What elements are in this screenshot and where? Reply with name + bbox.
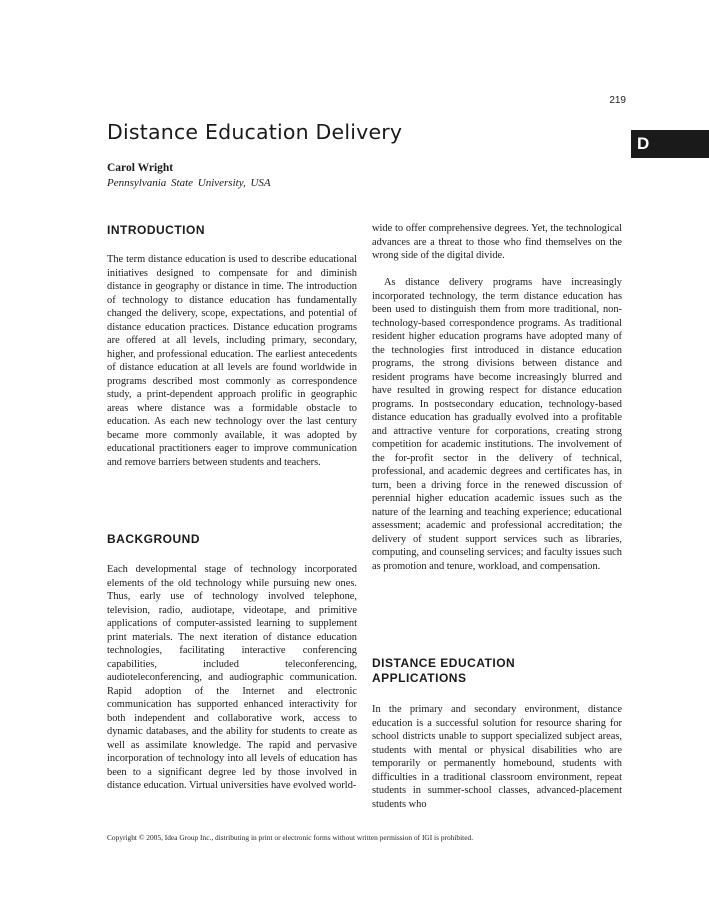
applications-heading [372,656,515,686]
section-letter-tab: D [631,130,709,158]
author-name: Carol Wright [107,162,174,174]
author-affiliation: Pennsylvania State University, USA [107,177,271,189]
background-paragraph-continuation: wide to offer comprehensive degrees. Yet, the technological advances are a threat to those who find themselves on the wrong side of the digital divide. [372,223,622,261]
applications-paragraph: In the primary and secondary environment, distance education is a successful solution for resource sharing for school districts unable to support specialized subject areas, students with mental or physical disabilities who are temporarily or permanently homebound, students with difficulties in a traditional classroom environment, repeat students in summer-school classes, advanced-placement students who [372,704,622,810]
applications-heading-line1: DISTANCE EDUCATION [372,656,516,670]
applications-heading-line2: APPLICATIONS [372,671,467,685]
background-heading: BACKGROUND [107,532,200,546]
introduction-paragraph: The term distance education is used to describe educational initiatives designed to compensate for and diminish distance in geography or distance in time. The introduction of technology to distance education has fundamentally changed the delivery, scope, expectations, and potential of distance education practices. Distance education programs are offered at all levels, including primary, secondary, higher, and professional education. The earliest antecedents of distance education at all levels are found worldwide in programs described most commonly as correspondence study, a print-dependent approach prolific in geographic areas where distance was a formidable obstacle to education. As each new technology over the last century became more commonly available, it was adopted by educational practitioners eager to improve communication and remove barriers between students and teachers. [107,254,357,468]
article-title: Distance Education Delivery [107,120,403,144]
page-number: 219 [609,95,626,106]
background-paragraph-2: As distance delivery programs have increasingly incorporated technology, the term distance education has been used to distinguish them from more traditional, non-technology-based correspondence programs. As traditional resident higher education programs have adopted many of the technologies first introduced in distance education programs, the strong divisions between distance and resident programs have become increasingly blurred and have resulted in growing respect for distance education programs. In postsecondary education, technology-based distance education has gradually evolved into a profitable and attractive venture for corporations, creating strong competition for academic institutions. The involvement of the for-profit sector in the delivery of technical, professional, and academic degrees and certificates has, in turn, been a driving force in the renewed discussion of perennial higher education academic issues such as the nature of the learning and teaching experience; educational assessment; academic and professional accreditation; the delivery of student support services such as libraries, computing, and counseling services; and faculty issues such as promotion and tenure, workload, and compensation. [372,277,622,572]
introduction-heading: INTRODUCTION [107,223,205,237]
copyright-notice: Copyright © 2005, Idea Group Inc., distributing in print or electronic forms without written permission of IGI is prohibited. [107,833,474,842]
background-paragraph: Each developmental stage of technology incorporated elements of the old technology while pursuing new ones. Thus, early use of technology involved telephone, television, radio, audiotape, videotape, and primitive applications of computer-assisted learning to supplement print materials. The next iteration of distance education technologies, facilitating interactive conferencing capabilities, included teleconferencing, audioteleconferencing, and audiographic communication. Rapid adoption of the Internet and electronic communication has supported enhanced interactivity for both independent and collaborative work, access to dynamic databases, and the ability for students to create as well as assimilate knowledge. The rapid and pervasive incorporation of technology into all levels of education has been to a significant degree led by those involved in distance education. Virtual universities have evolved world- [107,564,357,791]
